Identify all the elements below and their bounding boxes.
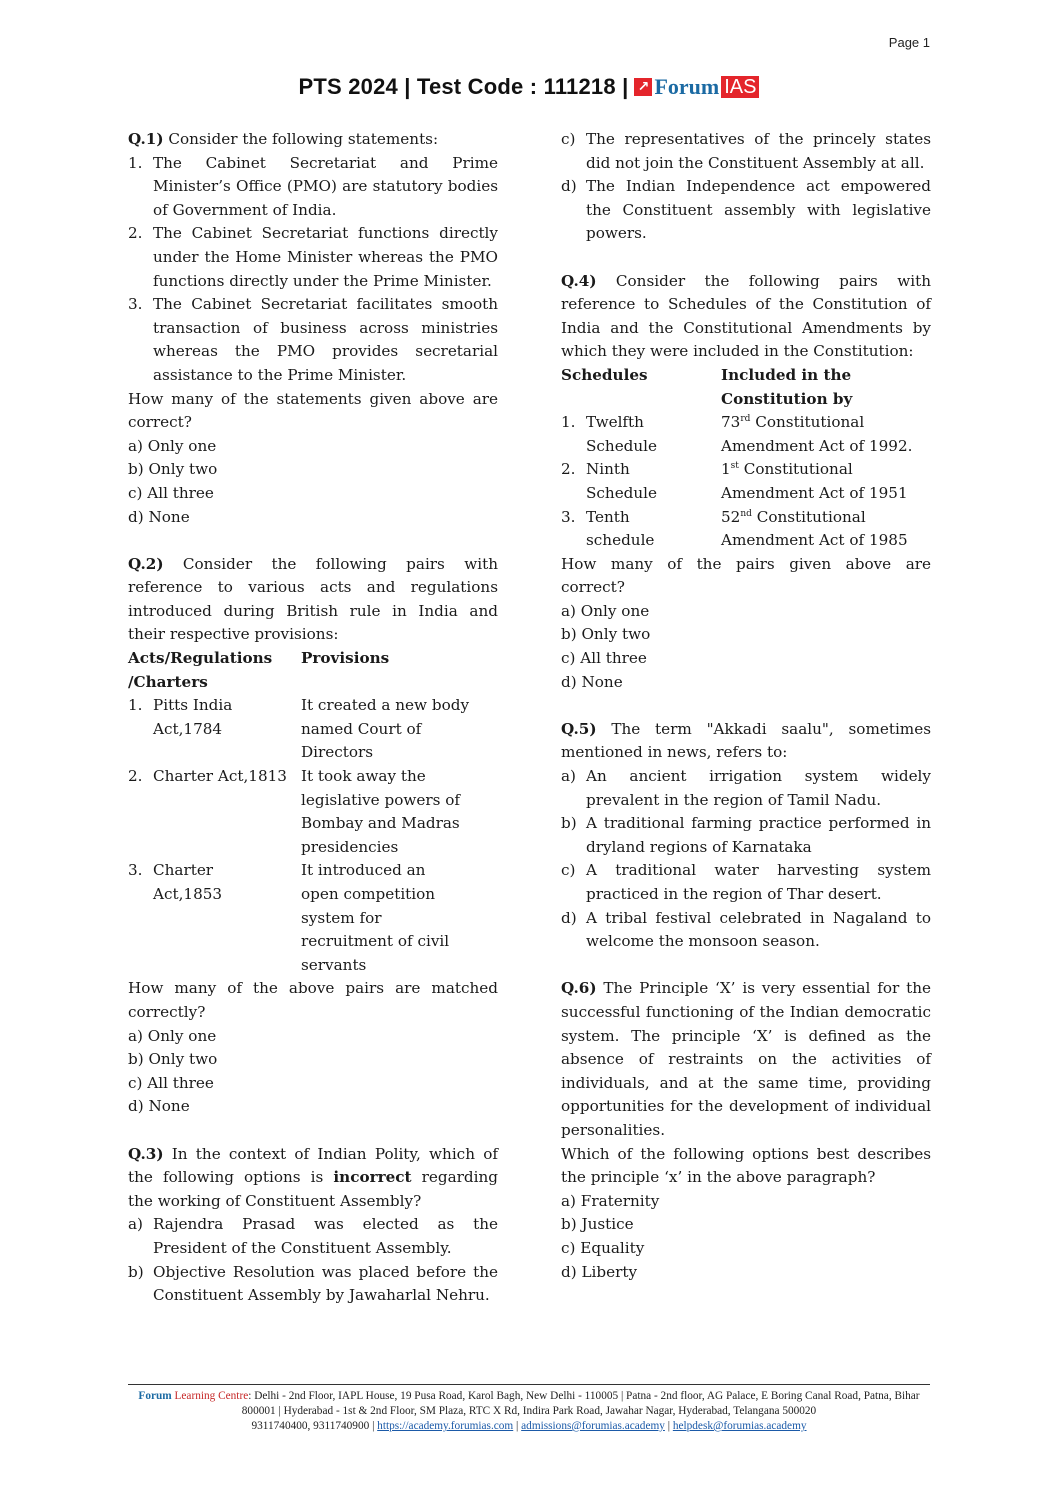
option-d[interactable]: d) None <box>561 672 623 691</box>
amendment-text <box>721 411 931 458</box>
option-text: A traditional water harvesting system practiced in the region of Thar desert. <box>586 861 931 903</box>
test-title: PTS 2024 | Test Code : 111218 | <box>298 74 629 99</box>
helpdesk-email-link[interactable]: helpdesk@forumias.academy <box>672 1420 807 1432</box>
question-4 <box>561 270 931 695</box>
footer-phones: 9311740400, 9311740900 | <box>251 1420 378 1432</box>
logo-forum-text: Forum <box>654 74 720 99</box>
schedule-name: Tenth schedule <box>586 507 655 550</box>
footer-colon: : <box>248 1390 255 1402</box>
question-stem: Consider the following pairs with reference to Schedules of the Constitution of India and the Constitutional Amendments by which they were included in the Constitution: <box>561 271 931 361</box>
option-text: Objective Resolution was placed before the Constituent Assembly by Jawaharlal Nehru. <box>153 1262 498 1305</box>
option-letter: a) <box>128 1215 143 1234</box>
option-letter: b) <box>128 1262 144 1281</box>
option-letter: c) <box>561 861 576 880</box>
option-a[interactable]: a) Only one <box>128 1026 217 1045</box>
option-d[interactable] <box>561 175 931 246</box>
option-a[interactable]: a) Fraternity <box>561 1191 660 1210</box>
option-text: The Indian Independence act empowered the Constituent assembly with legislative powers. <box>586 177 931 243</box>
left-column <box>128 128 498 1308</box>
pair-row <box>561 506 931 553</box>
option-letter: c) <box>561 130 576 148</box>
question-prompt: Which of the following options best describes the principle ‘x’ in the above paragraph? <box>561 1144 931 1187</box>
amendment-number: 52 <box>721 507 741 526</box>
amendment-text <box>721 506 911 553</box>
option-text: Rajendra Prasad was elected as the President of the Constituent Assembly. <box>153 1215 498 1257</box>
option-letter: b) <box>561 814 577 833</box>
question-stem-end: regarding the working of Constituent Assembly? <box>128 1168 498 1210</box>
column-header-provisions: Provisions <box>301 649 390 668</box>
option-b[interactable] <box>128 1261 498 1308</box>
question-stem: The term "Akkadi saalu", sometimes mentioned in news, refers to: <box>561 719 931 762</box>
act-name: Pitts India Act,1784 <box>153 696 233 738</box>
item-text: The Cabinet Secretariat functions directly under the Home Minister whereas the PMO functions directly under the Prime Minister. <box>153 224 498 290</box>
amendment-number: 1 <box>721 460 731 479</box>
question-prompt: How many of the pairs given above are correct? <box>561 554 931 597</box>
item-number: 3. <box>561 507 576 526</box>
option-text: A traditional farming practice performed in dryland regions of Karnataka <box>586 814 931 856</box>
amendment-desc: Constitutional Amendment Act of 1992. <box>721 413 913 455</box>
pair-row <box>561 458 931 505</box>
page-header <box>0 74 1058 100</box>
question-stem: In the context of Indian Polity, which of the following options is <box>128 1144 498 1187</box>
option-c[interactable] <box>561 859 931 906</box>
option-b[interactable]: b) Only two <box>128 1050 218 1069</box>
amendment-text <box>721 458 911 505</box>
question-stem: Consider the following statements: <box>163 130 439 148</box>
item-text: The Cabinet Secretariat and Prime Minister’s Office (PMO) are statutory bodies of Government of India. <box>153 153 498 219</box>
ordinal-suffix: st <box>730 461 739 472</box>
pairs-header <box>128 647 498 694</box>
amendment-desc: Constitutional Amendment Act of 1985 <box>721 507 908 550</box>
question-2 <box>128 553 498 1119</box>
option-text: An ancient irrigation system widely prevalent in the region of Tamil Nadu. <box>586 767 931 809</box>
schedule-name: Twelfth Schedule <box>586 413 658 455</box>
separator: | <box>664 1420 673 1432</box>
ordinal-suffix: rd <box>740 414 751 425</box>
item-text: The Cabinet Secretariat facilitates smooth transaction of business across ministries whereas the PMO provides secretarial assistance to the Prime Minister. <box>153 295 498 384</box>
column-header-included: Included in the Constitution by <box>721 365 853 408</box>
question-5 <box>561 718 931 954</box>
provision-text: It introduced an open competition system for recruitment of civil servants <box>301 861 450 974</box>
option-d[interactable] <box>561 907 931 954</box>
option-c[interactable]: c) All three <box>128 483 214 502</box>
question-label: Q.6) <box>561 979 597 998</box>
statement-item <box>128 152 498 223</box>
option-text: The representatives of the princely states did not join the Constituent Assembly at all. <box>586 130 931 172</box>
question-3 <box>128 1143 498 1308</box>
option-a[interactable]: a) Only one <box>128 436 217 455</box>
act-name: Charter Act,1813 <box>153 767 287 786</box>
column-header-acts: Acts/Regulations /Charters <box>128 649 273 691</box>
pair-row <box>128 694 498 765</box>
option-c[interactable]: c) All three <box>128 1073 214 1092</box>
statement-item <box>128 222 498 293</box>
ordinal-suffix: nd <box>740 508 752 519</box>
arrow-icon: ↗ <box>634 78 652 96</box>
option-a[interactable] <box>561 765 931 812</box>
option-a[interactable] <box>128 1213 498 1260</box>
option-a[interactable]: a) Only one <box>561 601 650 620</box>
option-c[interactable] <box>561 128 931 175</box>
amendment-number: 73 <box>721 413 741 432</box>
option-b[interactable] <box>561 812 931 859</box>
logo-ias-text: IAS <box>721 76 759 98</box>
emphasis-incorrect: incorrect <box>333 1168 412 1187</box>
amendment-desc: Constitutional Amendment Act of 1951 <box>721 460 908 502</box>
pair-row <box>128 765 498 859</box>
footer-brand-forum: Forum <box>138 1390 172 1402</box>
pair-row <box>561 411 931 458</box>
option-c[interactable]: c) All three <box>561 649 647 668</box>
option-d[interactable]: d) Liberty <box>561 1262 638 1281</box>
option-d[interactable]: d) None <box>128 1097 190 1116</box>
statement-item <box>128 293 498 387</box>
schedule-name: Ninth Schedule <box>586 460 658 502</box>
item-number: 1. <box>561 413 576 432</box>
option-letter: d) <box>561 908 577 927</box>
question-prompt: How many of the statements given above are correct? <box>128 389 498 432</box>
question-stem: Consider the following pairs with reference to various acts and regulations introduced during British rule in India and their respective provisions: <box>128 554 498 644</box>
provision-text: It created a new body named Court of Directors <box>301 696 470 762</box>
question-label: Q.5) <box>561 719 597 738</box>
right-column <box>561 128 931 1284</box>
question-1 <box>128 128 498 529</box>
admissions-email-link[interactable]: admissions@forumias.academy <box>521 1420 665 1432</box>
option-c[interactable]: c) Equality <box>561 1238 645 1257</box>
item-number: 1. <box>128 696 143 715</box>
option-b[interactable]: b) Justice <box>561 1215 634 1234</box>
question-label: Q.3) <box>128 1144 164 1163</box>
website-link[interactable]: https://academy.forumias.com <box>377 1420 514 1432</box>
question-prompt: How many of the above pairs are matched correctly? <box>128 979 498 1021</box>
separator: | <box>513 1420 522 1432</box>
question-label: Q.4) <box>561 271 597 290</box>
question-label: Q.2) <box>128 554 164 573</box>
question-6 <box>561 977 931 1284</box>
option-b[interactable]: b) Only two <box>561 625 651 644</box>
column-header-schedules: Schedules <box>561 365 648 384</box>
option-letter: d) <box>561 177 577 196</box>
item-number: 1. <box>128 153 143 172</box>
footer-brand-learning-centre: Learning Centre <box>171 1390 249 1402</box>
question-label: Q.1) <box>128 130 164 148</box>
page-number: Page 1 <box>888 35 930 50</box>
question-stem: The Principle ‘X’ is very essential for the successful functioning of the Indian democratic system. The principle ‘X’ is defined as the absence of restraints on the activities of individuals, and at the same time, providing opportunities for the development of individual personalities. <box>561 979 931 1139</box>
item-number: 2. <box>128 767 143 786</box>
pair-row <box>128 859 498 977</box>
forumias-logo <box>634 75 759 99</box>
option-text: A tribal festival celebrated in Nagaland to welcome the monsoon season. <box>586 908 931 951</box>
option-b[interactable]: b) Only two <box>128 460 218 479</box>
page-footer <box>128 1384 930 1434</box>
provision-text: It took away the legislative powers of Bombay and Madras presidencies <box>301 767 460 856</box>
item-number: 2. <box>561 460 576 479</box>
footer-addresses: Delhi - 2nd Floor, IAPL House, 19 Pusa Road, Karol Bagh, New Delhi - 110005 | Patna - 2nd floor, AG Palace, E Boring Canal Road, Patna, Bihar 800001 | Hyderabad - 1st & 2nd Floor, SM Plaza, RTC X Rd, Indira Park Road, Jawahar Nagar, Hyderabad, Telangana 500020 <box>241 1390 920 1417</box>
question-3-continued <box>561 128 931 246</box>
item-number: 3. <box>128 295 143 314</box>
act-name: Charter Act,1853 <box>153 861 223 903</box>
option-d[interactable]: d) None <box>128 507 190 526</box>
option-letter: a) <box>561 767 576 786</box>
pairs-header <box>561 364 931 411</box>
item-number: 2. <box>128 224 143 243</box>
item-number: 3. <box>128 861 143 880</box>
